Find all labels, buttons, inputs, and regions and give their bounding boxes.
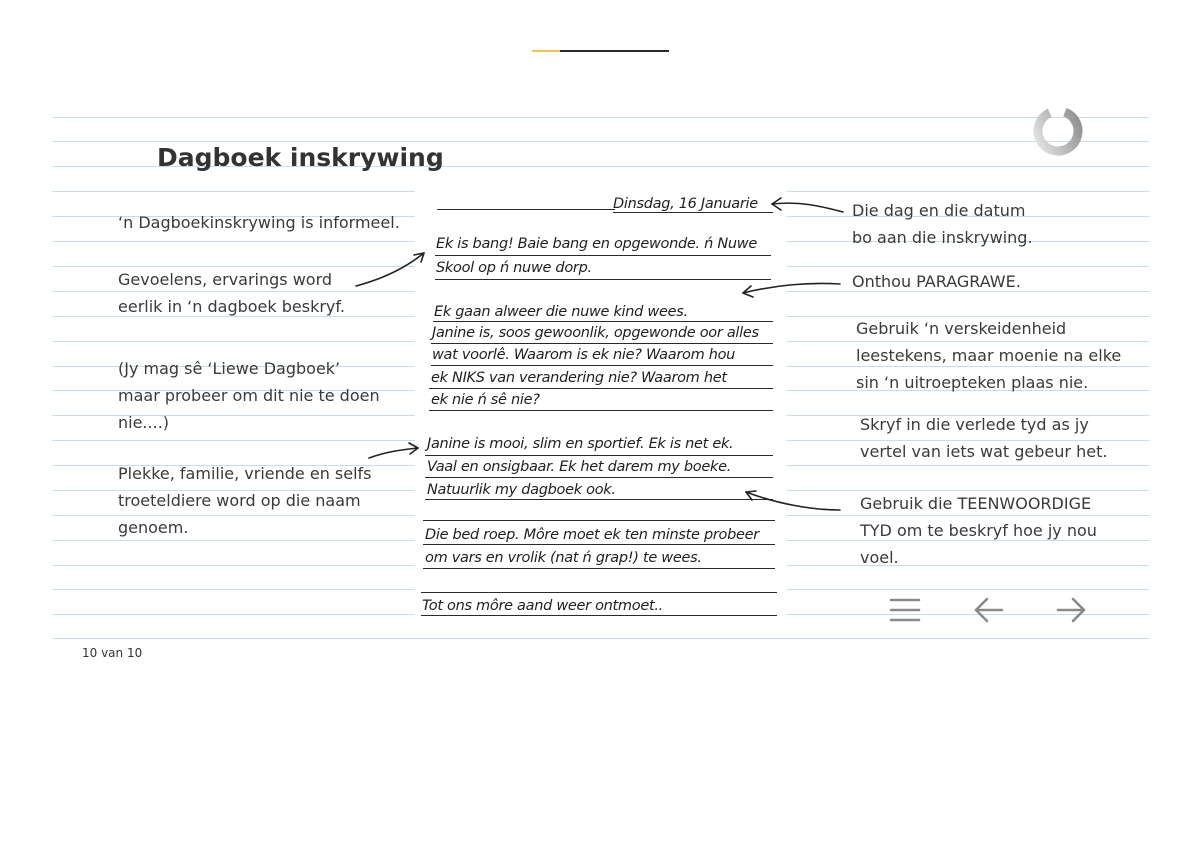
diary-rule bbox=[435, 255, 771, 256]
diary-rule bbox=[423, 568, 775, 569]
diary-rule bbox=[425, 455, 773, 456]
note-line: TYD om te beskryf hoe jy nou bbox=[860, 521, 1097, 540]
page-title: Dagboek inskrywing bbox=[157, 143, 444, 172]
note-line: sin ‘n uitroepteken plaas nie. bbox=[856, 373, 1089, 392]
note-line: Gebruik ‘n verskeidenheid bbox=[856, 319, 1067, 338]
note-line: voel. bbox=[860, 548, 899, 567]
diary-line: Tot ons môre aand weer ontmoet.. bbox=[422, 598, 663, 614]
diary-line: Die bed roep. Môre moet ek ten minste probeer bbox=[425, 527, 759, 543]
note-line: eerlik in ‘n dagboek beskryf. bbox=[118, 297, 345, 316]
note-line: maar probeer om dit nie te doen bbox=[118, 386, 380, 405]
note-names bbox=[118, 460, 372, 541]
page-indicator: 10 van 10 bbox=[82, 646, 143, 660]
diary-line: Ek gaan alweer die nuwe kind wees. bbox=[434, 304, 688, 320]
arrow-left-icon[interactable] bbox=[971, 593, 1007, 627]
diary-rule bbox=[421, 615, 777, 616]
header-divider-line bbox=[560, 50, 669, 52]
diary-rule bbox=[433, 321, 773, 322]
arrow-feelings bbox=[356, 253, 424, 286]
diary-line: om vars en vrolik (nat ń grap!) te wees. bbox=[425, 550, 702, 566]
diary-rule bbox=[437, 209, 615, 210]
note-date bbox=[852, 197, 1033, 251]
diary-rule bbox=[429, 410, 773, 411]
note-line: bo aan die inskrywing. bbox=[852, 228, 1033, 247]
note-paragraphs bbox=[852, 268, 1021, 295]
diary-rule bbox=[425, 499, 773, 500]
diary-rule bbox=[429, 388, 773, 389]
note-line: vertel van iets wat gebeur het. bbox=[860, 442, 1108, 461]
note-line: nie....) bbox=[118, 413, 170, 432]
note-line: (Jy mag sê ‘Liewe Dagboek’ bbox=[118, 359, 341, 378]
loading-spinner-icon bbox=[1031, 104, 1085, 158]
diary-line: Janine is, soos gewoonlik, opgewonde oor alles bbox=[432, 325, 759, 341]
ruled-line bbox=[52, 141, 1149, 142]
arrow-right-icon[interactable] bbox=[1053, 593, 1089, 627]
diary-rule bbox=[421, 592, 777, 593]
header-accent-line bbox=[532, 50, 560, 52]
menu-icon[interactable] bbox=[887, 593, 923, 627]
note-dear-diary bbox=[118, 355, 380, 436]
diary-line: Natuurlik my dagboek ook. bbox=[427, 482, 616, 498]
note-feelings bbox=[118, 266, 345, 320]
note-line: Gebruik die TEENWOORDIGE bbox=[860, 494, 1092, 513]
note-line: leestekens, maar moenie na elke bbox=[856, 346, 1122, 365]
diary-line: Skool op ń nuwe dorp. bbox=[436, 260, 592, 276]
diary-rule bbox=[431, 343, 773, 344]
diary-date: Dinsdag, 16 Januarie bbox=[613, 196, 758, 212]
diary-line: Vaal en onsigbaar. Ek het darem my boeke. bbox=[427, 459, 732, 475]
arrow-names bbox=[369, 448, 418, 458]
note-present-tense bbox=[860, 490, 1097, 571]
note-line: Die dag en die datum bbox=[852, 201, 1026, 220]
diary-line: Janine is mooi, slim en sportief. Ek is net ek. bbox=[427, 436, 734, 452]
ruled-line bbox=[52, 117, 1149, 118]
diary-rule bbox=[613, 212, 773, 213]
diary-line: ek nie ń sê nie? bbox=[431, 392, 540, 408]
diary-rule bbox=[423, 520, 775, 521]
diary-rule bbox=[435, 279, 771, 280]
note-line: Onthou PARAGRAWE. bbox=[852, 272, 1021, 291]
note-line: Skryf in die verlede tyd as jy bbox=[860, 415, 1089, 434]
diary-rule bbox=[423, 544, 775, 545]
diary-page bbox=[415, 186, 787, 618]
note-informal bbox=[118, 209, 400, 236]
ruled-line bbox=[52, 638, 1149, 639]
note-line: troeteldiere word op die naam bbox=[118, 491, 361, 510]
diary-line: ek NIKS van verandering nie? Waarom het bbox=[431, 370, 727, 386]
note-line: ‘n Dagboekinskrywing is informeel. bbox=[118, 213, 400, 232]
note-line: Plekke, familie, vriende en selfs bbox=[118, 464, 372, 483]
diary-line: wat voorlê. Waarom is ek nie? Waarom hou bbox=[432, 347, 736, 363]
note-past-tense bbox=[860, 411, 1107, 465]
note-punctuation bbox=[856, 315, 1121, 396]
diary-rule bbox=[431, 365, 773, 366]
diary-line: Ek is bang! Baie bang en opgewonde. ń Nuwe bbox=[436, 236, 757, 252]
diary-rule bbox=[425, 477, 773, 478]
note-line: genoem. bbox=[118, 518, 189, 537]
note-line: Gevoelens, ervarings word bbox=[118, 270, 333, 289]
